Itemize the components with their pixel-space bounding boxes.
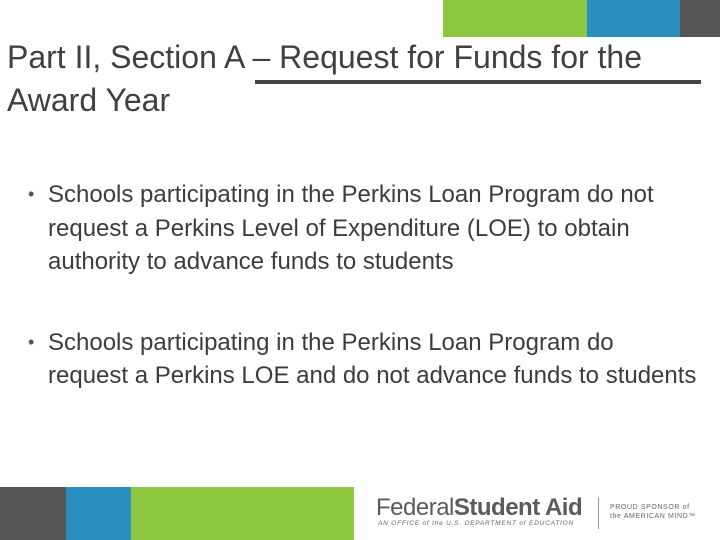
bullet-list: [28, 178, 698, 393]
title-underline: [255, 80, 701, 84]
bullet-item: [28, 178, 698, 279]
sponsor-tagline: [610, 503, 696, 521]
bullet-item: [28, 326, 698, 393]
bullet-text: Schools participating in the Perkins Loan Program do request a Perkins LOE and do not advance funds to students: [48, 328, 697, 389]
header-accent-green: [443, 0, 587, 37]
logo-subtitle: AN OFFICE of the U.S. DEPARTMENT of EDUCATION: [378, 520, 574, 527]
logo-student-aid-text: Student Aid: [453, 494, 583, 521]
header-accent-gray: [680, 0, 720, 37]
sponsor-line-2: the AMERICAN MIND™: [610, 513, 696, 520]
logo-federal-text: Federal: [376, 494, 454, 521]
bullet-text: Schools participating in the Perkins Loan Program do not request a Perkins Level of Expenditure (LOE) to obtain authority to advance funds to students: [48, 181, 654, 275]
header-accent-blue: [587, 0, 680, 37]
slide-title: Part II, Section A – Request for Funds for the Award Year: [7, 39, 643, 118]
footer-accent-gray: [0, 487, 66, 540]
footer-accent-blue: [66, 487, 131, 540]
bullet-marker: •: [28, 184, 35, 204]
logo-divider: [598, 497, 599, 529]
logo-wordmark: [376, 494, 582, 522]
federal-student-aid-logo: [354, 487, 720, 540]
sponsor-line-1: PROUD SPONSOR of: [610, 504, 690, 511]
footer-accent-green: [131, 487, 354, 540]
bullet-marker: •: [28, 331, 35, 352]
